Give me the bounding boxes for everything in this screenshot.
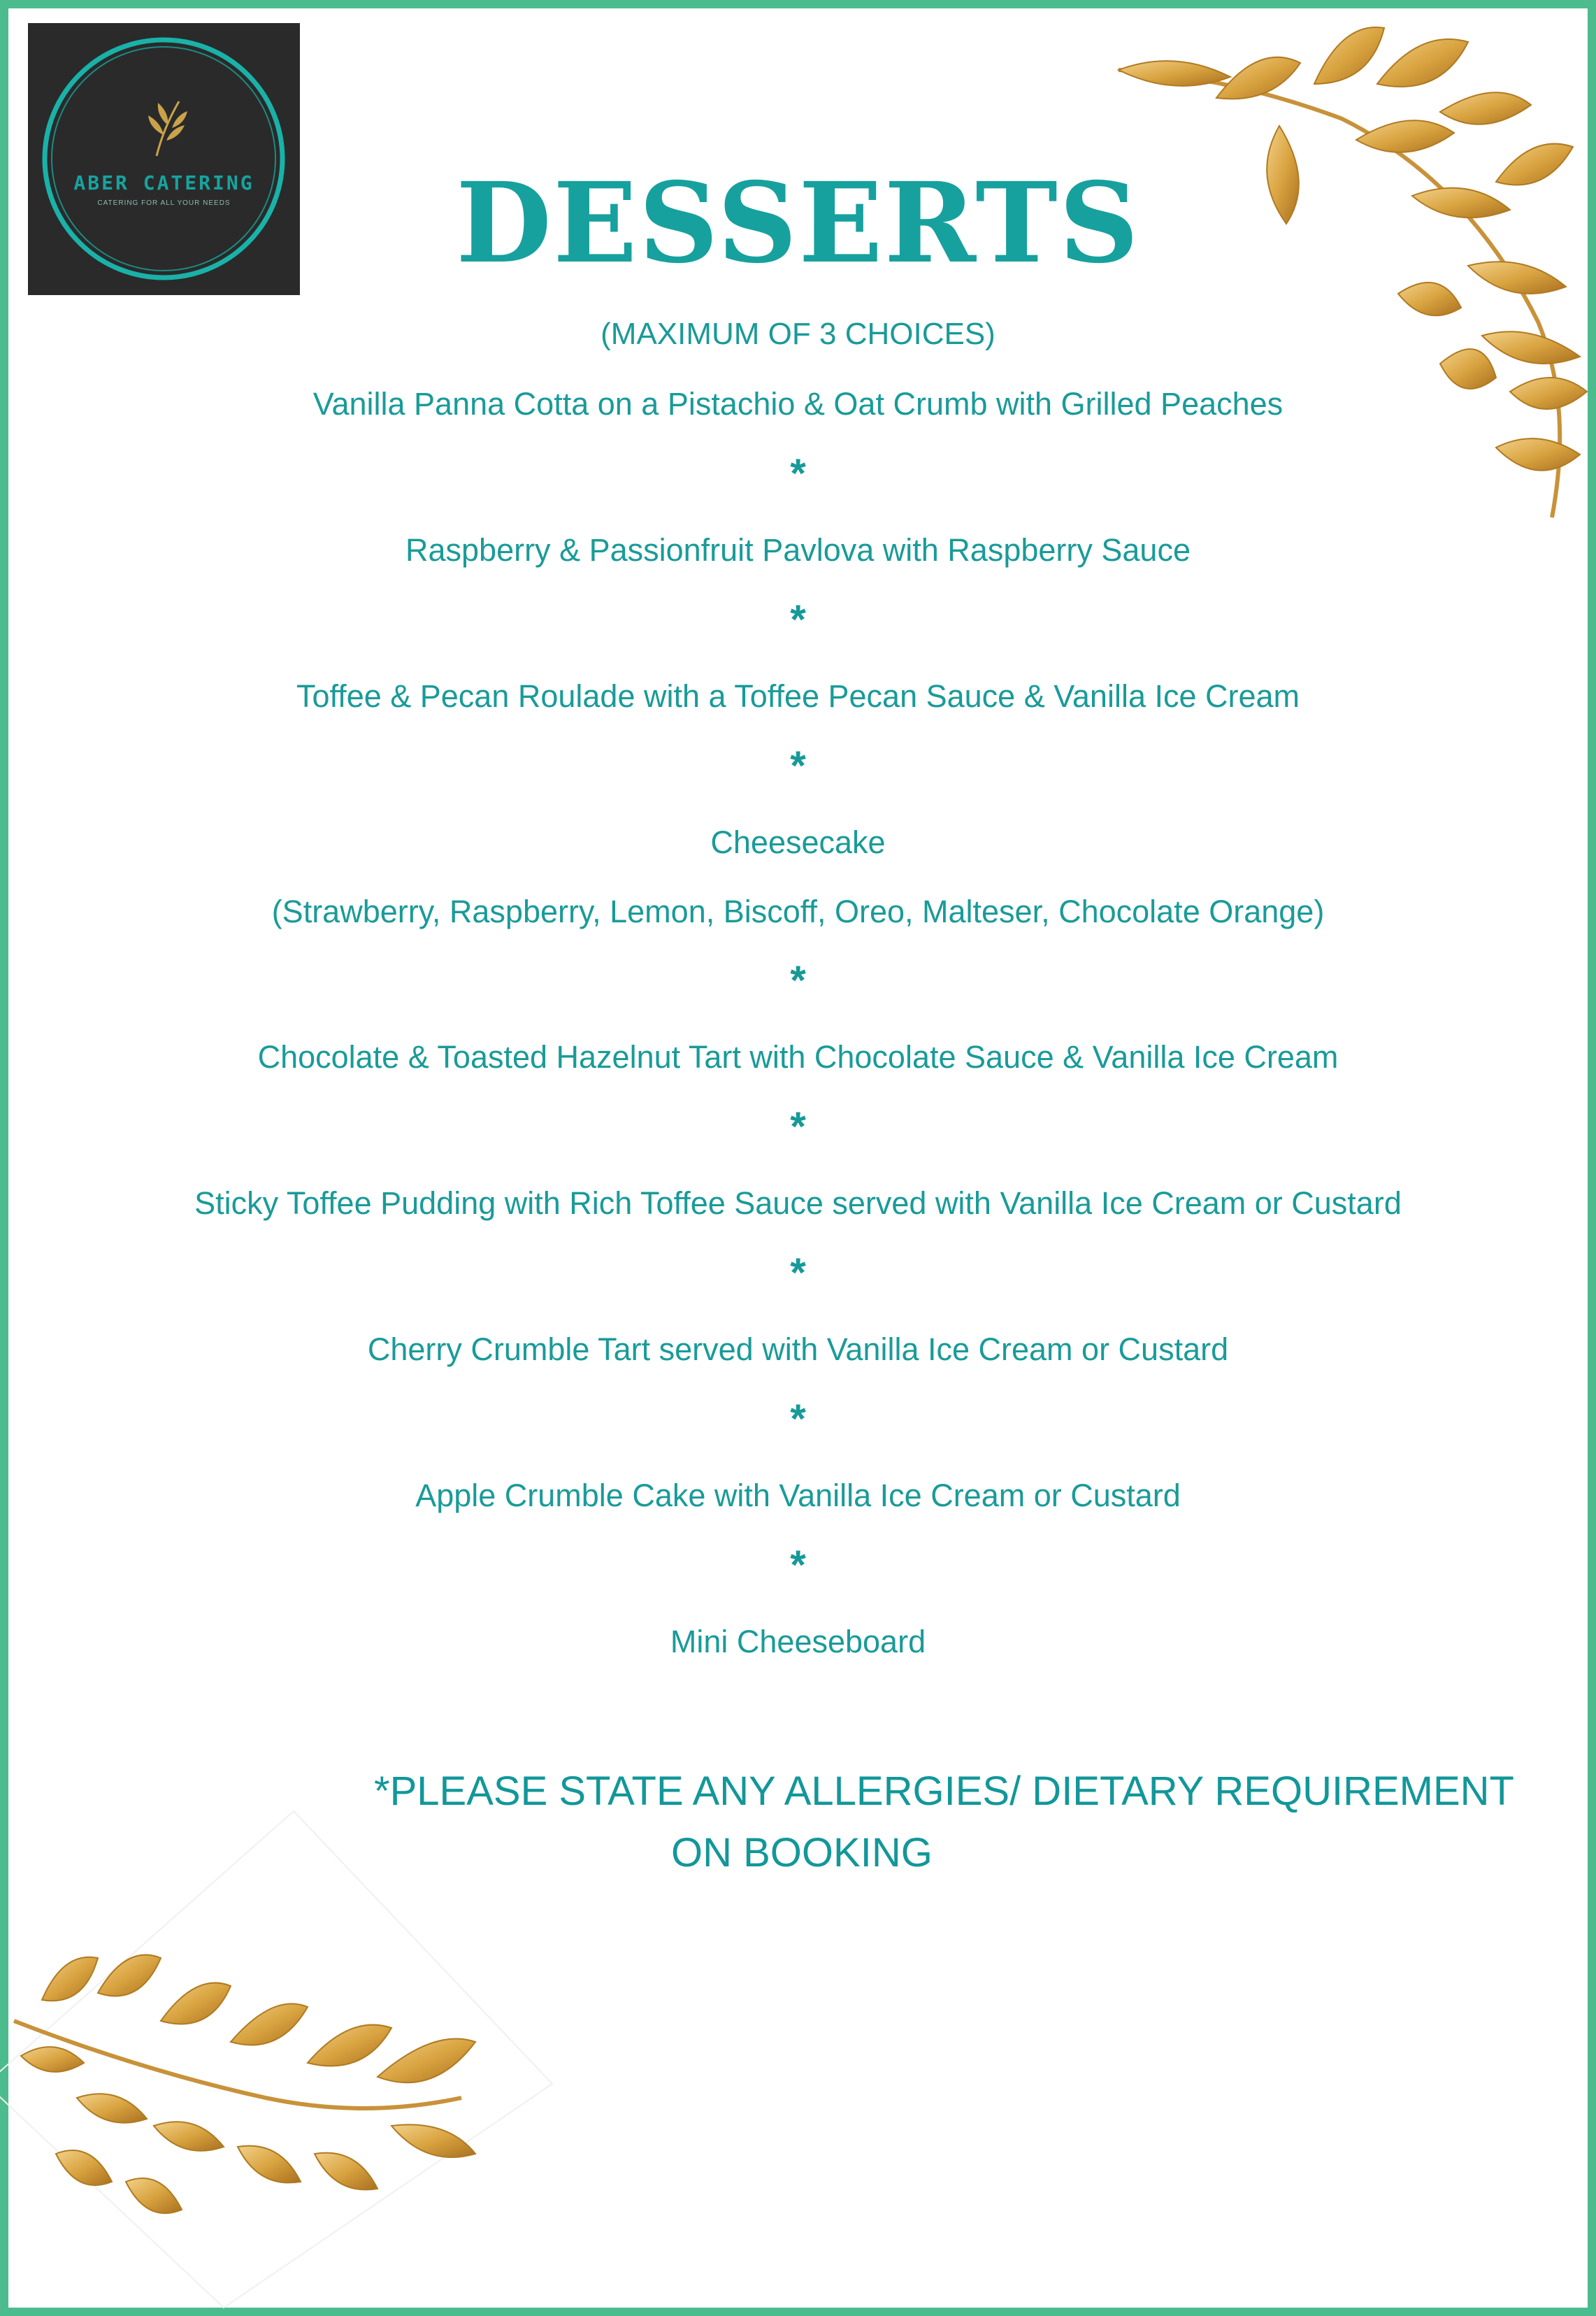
menu-item: Toffee & Pecan Roulade with a Toffee Pecan Sauce & Vanilla Ice Cream bbox=[296, 678, 1300, 714]
separator-star: * bbox=[790, 451, 806, 496]
menu-item: Raspberry & Passionfruit Pavlova with Raspberry Sauce bbox=[405, 532, 1191, 568]
menu-item: Apple Crumble Cake with Vanilla Ice Cream or Custard bbox=[415, 1478, 1181, 1513]
allergy-notice-line-2: ON BOOKING bbox=[671, 1830, 933, 1875]
menu-item: Chocolate & Toasted Hazelnut Tart with Chocolate Sauce & Vanilla Ice Cream bbox=[257, 1039, 1339, 1075]
logo-name: ABER CATERING bbox=[73, 171, 254, 194]
separator-star: * bbox=[790, 958, 806, 1003]
separator-star: * bbox=[790, 1104, 806, 1150]
page-title: DESSERTS bbox=[456, 159, 1140, 288]
allergy-notice-line-1: *PLEASE STATE ANY ALLERGIES/ DIETARY REQUIREMENT bbox=[374, 1768, 1514, 1814]
menu-item: Mini Cheeseboard bbox=[670, 1624, 926, 1659]
menu-item: Sticky Toffee Pudding with Rich Toffee Sauce served with Vanilla Ice Cream or Custard bbox=[194, 1185, 1402, 1221]
menu-item: Vanilla Panna Cotta on a Pistachio & Oat Crumb with Grilled Peaches bbox=[312, 386, 1284, 422]
menu-item: Cherry Crumble Tart served with Vanilla Ice Cream or Custard bbox=[367, 1331, 1229, 1367]
separator-star: * bbox=[790, 743, 806, 789]
menu-item-detail: (Strawberry, Raspberry, Lemon, Biscoff, Oreo, Malteser, Chocolate Orange) bbox=[271, 894, 1325, 929]
logo-tagline: CATERING FOR ALL YOUR NEEDS bbox=[97, 199, 231, 207]
separator-star: * bbox=[790, 1396, 806, 1442]
separator-star: * bbox=[790, 1543, 806, 1588]
menu-item: Cheesecake bbox=[710, 824, 886, 860]
separator-star: * bbox=[790, 597, 806, 643]
separator-star: * bbox=[790, 1250, 806, 1296]
choices-subtitle: (MAXIMUM OF 3 CHOICES) bbox=[601, 317, 995, 351]
